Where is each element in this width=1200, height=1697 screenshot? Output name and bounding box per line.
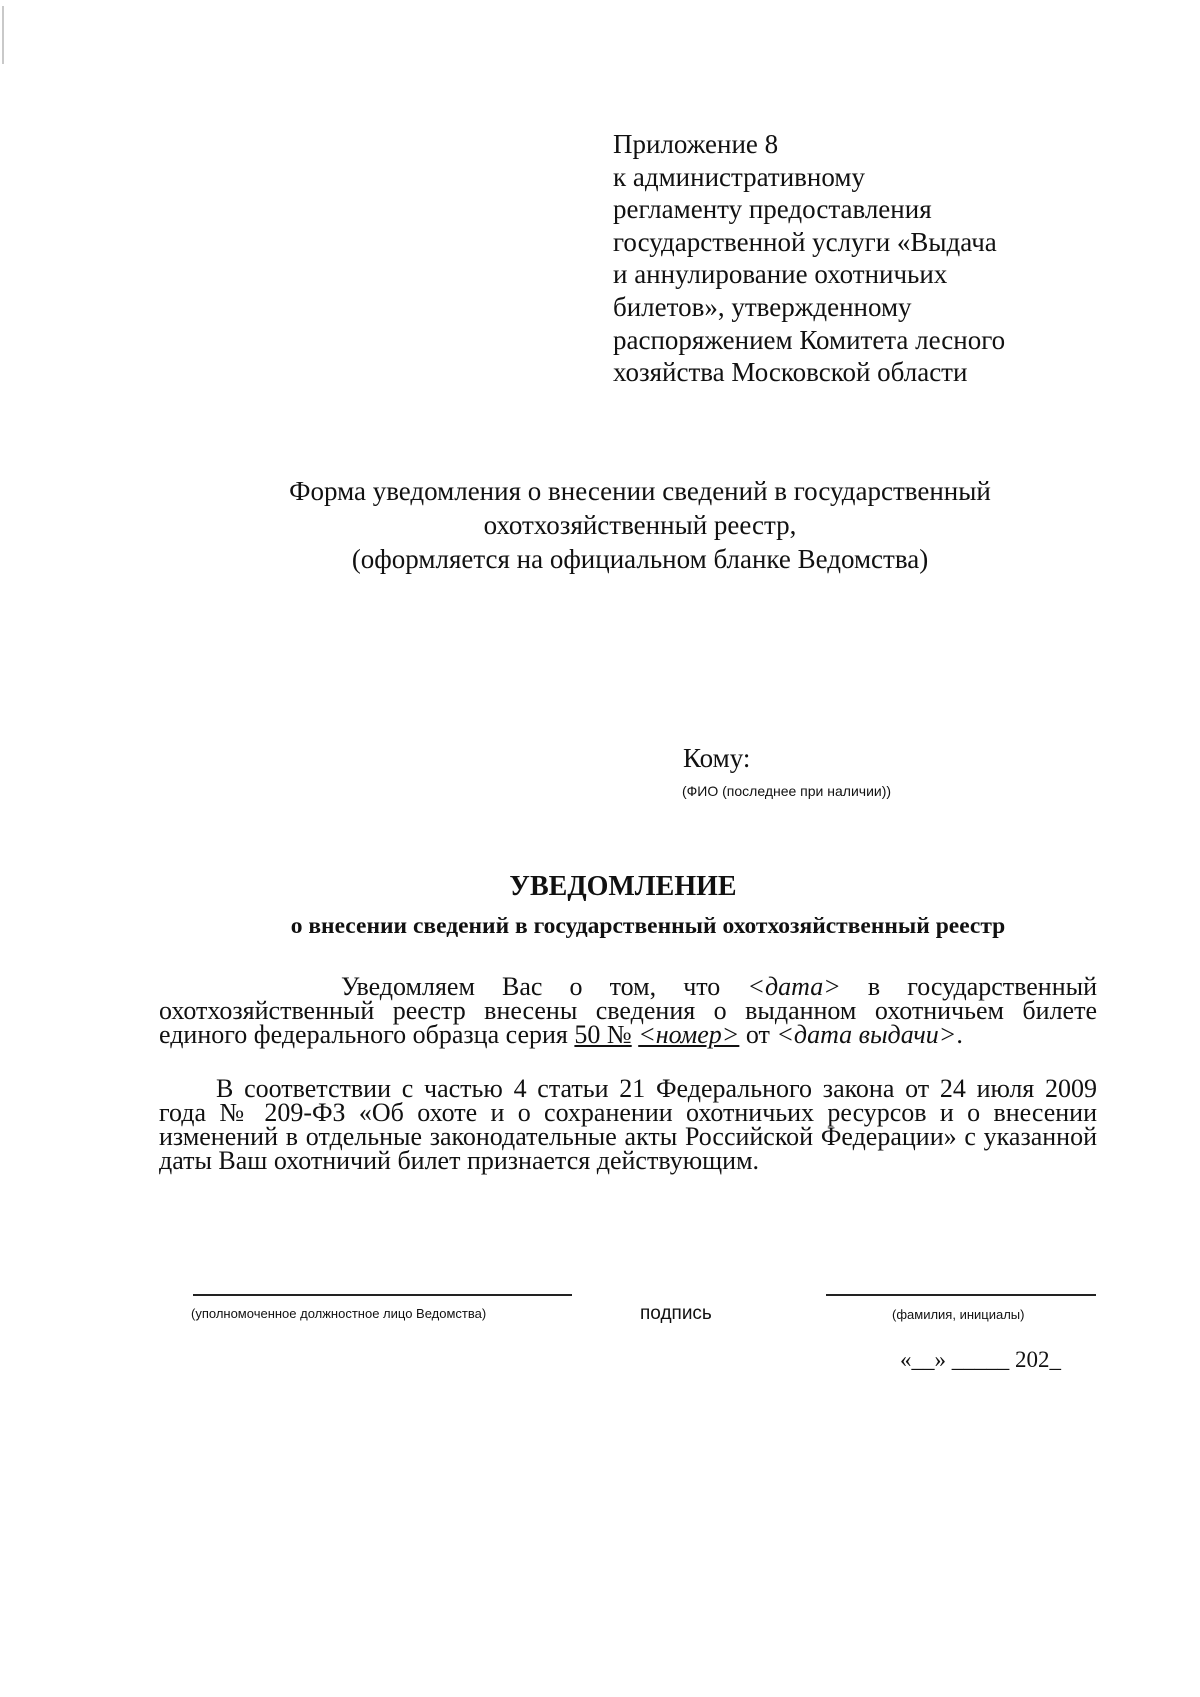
form-caption (200, 474, 1080, 576)
form-caption-line: Форма уведомления о внесении сведений в государственный (289, 476, 991, 506)
official-signature-line (193, 1294, 572, 1296)
appendix-line: к административному (613, 161, 865, 192)
appendix-line: билетов», утвержденному (613, 291, 912, 322)
paragraph-text: в государственный охотхозяйственный реестр внесены сведения о выданном охотничьем билете единого федерального образца серия (159, 972, 1098, 1049)
name-signature-line (826, 1294, 1096, 1296)
notice-paragraph-2: В соответствии с частью 4 статьи 21 Федерального закона от 24 июля 2009 года № 209-ФЗ «Об охоте и о сохранении охотничьих ресурсов и о внесении изменений в отдельные законодательные акты Российской Федерации» с указанной даты Ваш охотничий билет признается действующим. (159, 1074, 1097, 1175)
appendix-line: хозяйства Московской области (613, 357, 968, 388)
appendix-line: и аннулирование охотничьих (613, 259, 948, 290)
date-line: «__» _____ 202_ (900, 1347, 1061, 1372)
form-caption-line: охотхозяйственный реестр, (483, 510, 797, 540)
date-placeholder: <дата> (747, 972, 841, 1001)
recipient-label: Кому: (683, 743, 751, 773)
number-placeholder: <номер> (638, 1020, 740, 1049)
appendix-line: Приложение 8 (613, 129, 779, 159)
signature-caption: подпись (640, 1303, 712, 1324)
paragraph-text: от (739, 1020, 777, 1049)
paragraph-text: . (956, 1020, 963, 1049)
notice-paragraph-1 (159, 972, 1098, 1049)
form-caption-line: (оформляется на официальном бланке Ведомства) (351, 544, 929, 574)
issue-date-placeholder: <дата выдачи> (776, 1020, 957, 1049)
notice-subtitle: о внесении сведений в государственный охотхозяйственный реестр (290, 913, 1006, 939)
appendix-line: регламенту предоставления (613, 194, 932, 225)
appendix-line: распоряжением Комитета лесного (613, 324, 1006, 355)
scan-edge-mark (2, 6, 4, 64)
appendix-header (613, 128, 1093, 389)
paragraph-text: Уведомляем Вас о том, что (341, 972, 748, 1001)
appendix-line: государственной услуги «Выдача (613, 226, 997, 257)
recipient-hint: (ФИО (последнее при наличии)) (682, 783, 892, 799)
notice-title: УВЕДОМЛЕНИЕ (509, 871, 737, 902)
name-caption: (фамилия, инициалы) (892, 1307, 1025, 1322)
series-value: 50 № (574, 1020, 632, 1049)
official-caption: (уполномоченное должностное лицо Ведомства) (191, 1306, 487, 1321)
